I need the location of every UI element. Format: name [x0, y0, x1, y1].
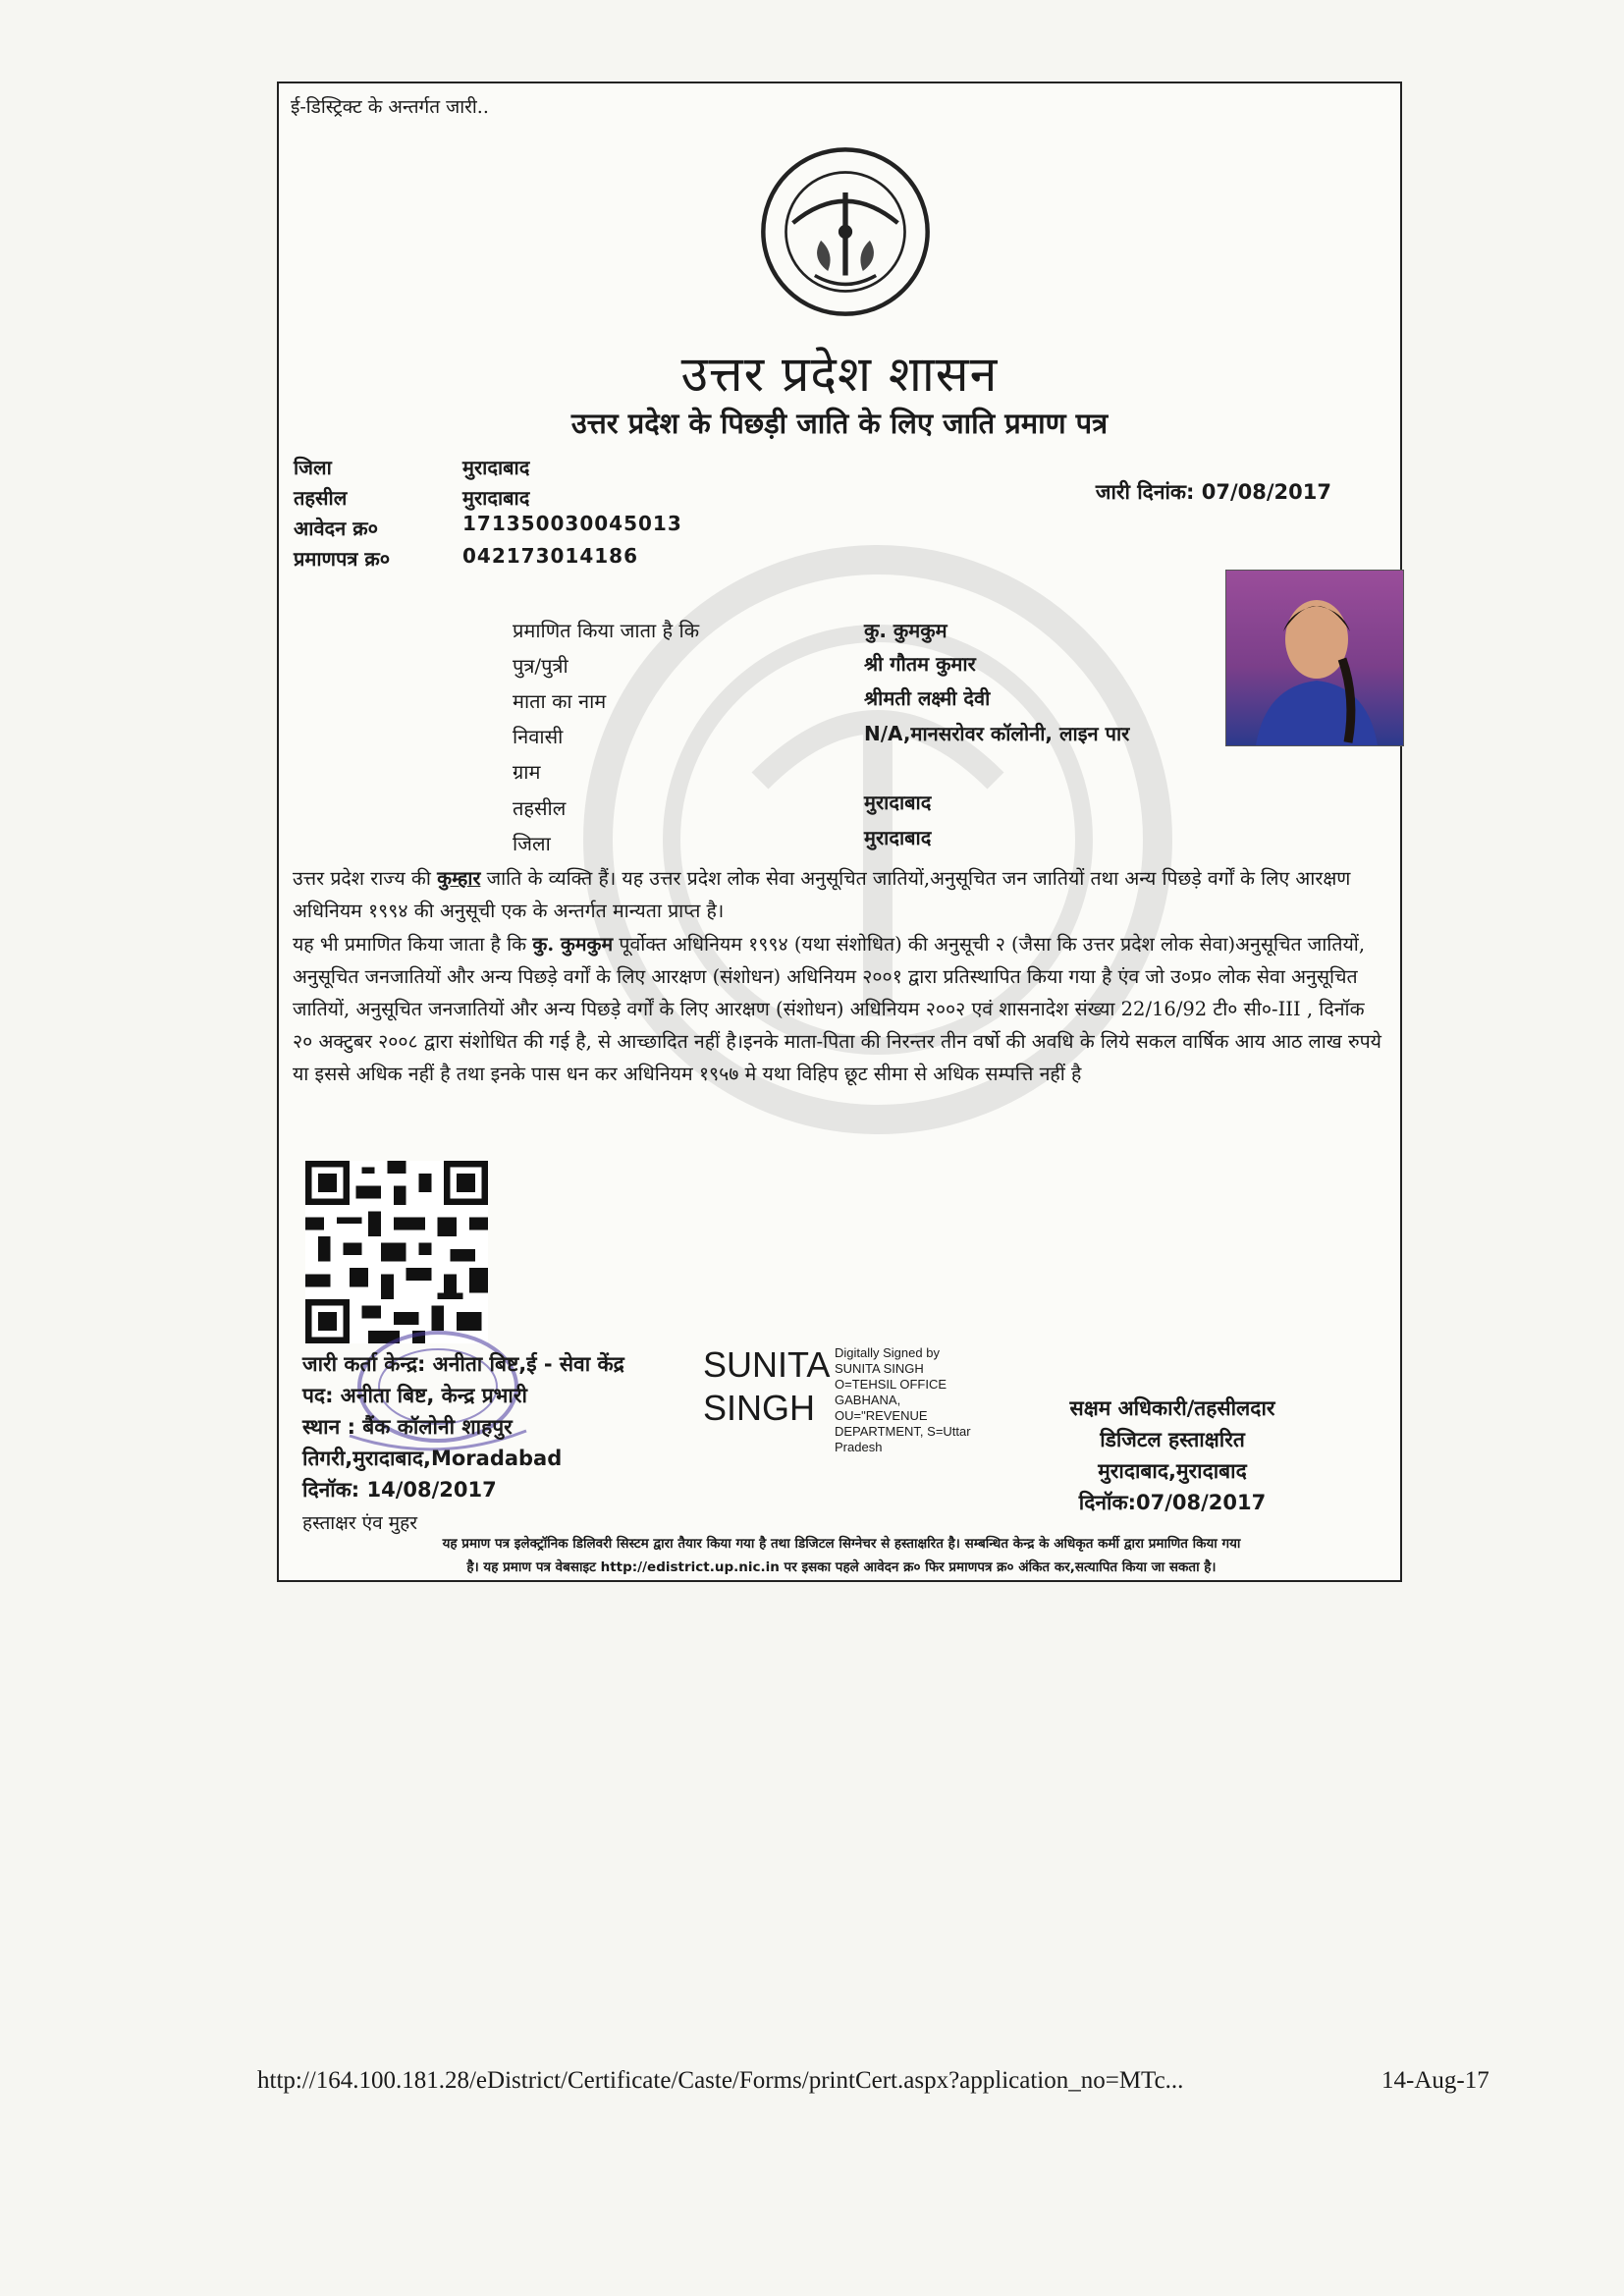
field-label: प्रमाणित किया जाता है कि: [513, 619, 700, 642]
authority-date: दिनॉक:07/08/2017: [1078, 1491, 1267, 1514]
field-label: तहसील: [513, 796, 567, 820]
top-note: ई-डिस्ट्रिक्ट के अन्तर्गत जारी..: [291, 96, 489, 118]
signature-detail-line: DEPARTMENT, S=Uttar: [835, 1424, 971, 1439]
footer-note-line2: है। यह प्रमाण पत्र वेबसाइट http://edistrict.up.nic.in पर इसका पहले आवेदन क्र० फिर प्रमाणपत्र क्र० अंकित कर,सत्यापित किया जा सकता है।: [466, 1559, 1217, 1575]
signature-detail-line: GABHANA,: [835, 1393, 901, 1407]
digital-signature-details: [835, 1345, 1021, 1455]
field-value: कु. कुमकुम: [864, 619, 947, 642]
document-subtitle: उत्तर प्रदेश के पिछड़ी जाति के लिए जाति प्रमाण पत्र: [570, 407, 1109, 440]
issuer-center: जारी कर्ता केन्द्र: अनीता बिष्ट,ई - सेवा केंद्र: [302, 1352, 624, 1376]
application-number: 171350030045013: [462, 512, 682, 535]
application-label: आवेदन क्र०: [294, 517, 379, 540]
para1-text: उत्तर प्रदेश राज्य की: [293, 867, 438, 890]
para2-text: पूर्वोक्त अधिनियम १९९४ (यथा संशोधित) की अनुसूची २ (जैसा कि उत्तर प्रदेश लोक सेवा)अनुसूचित जातियों, अनुसूचित जनजातियों और अन्य पिछड़े वर्गों के लिए आरक्षण (संशोधन) अधिनियम २००१ द्वारा प्रतिस्थापित किया गया है एंव जो उ०प्र० लोक सेवा अनुसूचित जातियों, अनुसूचित जनजातियों और अन्य पिछड़े वर्गों के लिए आरक्षण (संशोधन) अधिनियम २००२ एवं शासनादेश संख्या 22/16/92 टी० सी०-III , दिनॉक २० अक्टुबर २००८ द्वारा संशोधित की गई है, से आच्छादित नहीं है।इनके माता-पिता की निरन्तर तीन वर्षो की अवधि के लिये सकल वार्षिक आय आठ लाख रुपये या इससे अधिक नहीं है तथा इनके पास धन कर अधिनियम १९५७ मे यथा विहिप छूट सीमा से अधिक सम्पत्ति नहीं है: [293, 933, 1381, 1085]
paragraph-caste: [293, 862, 1390, 927]
issue-date: [1096, 478, 1331, 506]
field-value: मुरादाबाद: [864, 791, 932, 814]
person-photo-icon: [1226, 571, 1403, 745]
authority-location: मुरादाबाद,मुरादाबाद: [1098, 1459, 1247, 1483]
applicant-name: कु. कुमकुम: [532, 933, 614, 956]
issuer-place: स्थान : बैंक कॉलोनी शाहपुर: [302, 1415, 513, 1439]
signature-last-name: SINGH: [703, 1388, 816, 1428]
field-value: मुरादाबाद: [864, 826, 932, 849]
signature-and-seal-label: हस्ताक्षर एंव मुहर: [302, 1512, 417, 1534]
field-value: श्रीमती लक्ष्मी देवी: [864, 686, 991, 710]
signature-detail-line: Pradesh: [835, 1440, 883, 1454]
applicant-photo: [1225, 570, 1404, 746]
up-govt-emblem-icon: [758, 144, 933, 319]
district-label: जिला: [294, 456, 332, 479]
field-value: श्री गौतम कुमार: [864, 652, 976, 676]
certificate: [277, 82, 1402, 1582]
signature-detail-line: SUNITA SINGH: [835, 1361, 924, 1376]
signature-detail-line: O=TEHSIL OFFICE: [835, 1377, 947, 1392]
print-url: http://164.100.181.28/eDistrict/Certificate/Caste/Forms/printCert.aspx?application_no=MTc...: [257, 2067, 1184, 2094]
signature-first-name: SUNITA: [703, 1344, 831, 1385]
signature-detail-line: OU="REVENUE: [835, 1408, 928, 1423]
certificate-label: प्रमाणपत्र क्र०: [294, 547, 391, 571]
issuer-date: दिनॉक: 14/08/2017: [302, 1478, 497, 1502]
issuer-post: पद: अनीता बिष्ट, केन्द्र प्रभारी: [302, 1384, 527, 1407]
paragraph-income: [293, 928, 1390, 1090]
issue-date-label: जारी दिनांक:: [1095, 480, 1195, 504]
field-value: N/A,मानसरोवर कॉलोनी, लाइन पार: [864, 722, 1130, 745]
authority-digital-signed: डिजिटल हस्ताक्षरित: [1100, 1428, 1245, 1451]
qr-code-icon: [305, 1161, 488, 1343]
caste-name: कुम्हार: [437, 867, 481, 890]
digital-signature-name: [703, 1343, 830, 1430]
para1-text: जाति के व्यक्ति हैं। यह उत्तर प्रदेश लोक सेवा अनुसूचित जातियों,अनुसूचित जन जातियों तथा अन्य पिछड़े वर्गों के लिए आरक्षण अधिनियम १९९४ की अनुसूची एक के अन्तर्गत मान्यता प्राप्त है।: [293, 867, 1351, 922]
authority-title: सक्षम अधिकारी/तहसीलदार: [1069, 1396, 1275, 1420]
tehsil-label: तहसील: [294, 486, 348, 510]
field-label: पुत्र/पुत्री: [513, 654, 568, 678]
print-date: 14-Aug-17: [1381, 2067, 1489, 2094]
field-label: निवासी: [513, 725, 564, 748]
footer-note-line1: यह प्रमाण पत्र इलेक्ट्रॉनिक डिलिवरी सिस्टम द्वारा तैयार किया गया है तथा डिजिटल सिग्नेचर से हस्ताक्षरित है। सम्बन्धित केन्द्र के अधिकृत कर्मी द्वारा प्रमाणित किया गया: [442, 1536, 1241, 1552]
document-title: उत्तर प्रदेश शासन: [680, 346, 999, 403]
certificate-number: 042173014186: [462, 544, 638, 568]
signature-detail-line: Digitally Signed by: [835, 1345, 940, 1360]
district-value: मुरादाबाद: [462, 456, 530, 479]
para2-text: यह भी प्रमाणित किया जाता है कि: [293, 933, 533, 956]
tehsil-value: मुरादाबाद: [462, 486, 530, 510]
field-label: माता का नाम: [513, 689, 607, 713]
issuer-address: तिगरी,मुरादाबाद,Moradabad: [302, 1447, 563, 1470]
field-label: ग्राम: [513, 760, 541, 784]
field-label: जिला: [513, 832, 551, 855]
issue-date-value: 07/08/2017: [1201, 480, 1331, 504]
